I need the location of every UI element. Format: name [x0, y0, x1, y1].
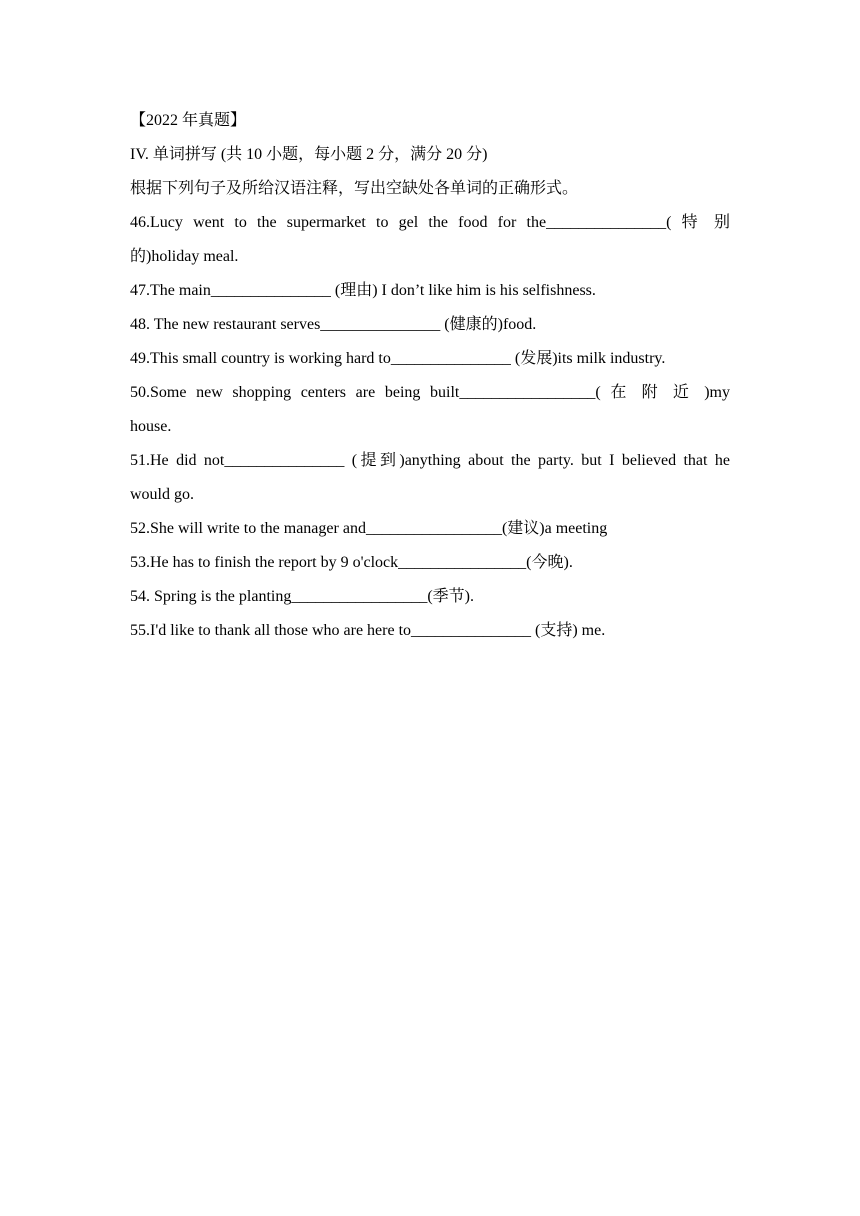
question-51-line-1: 51.He did not_______________ (提到)anything about the party. but I believed that he — [130, 452, 730, 469]
question-55: 55.I'd like to thank all those who are here to_______________ (支持) me. — [130, 622, 606, 639]
question-52: 52.She will write to the manager and_________________(建议)a meeting — [130, 520, 608, 537]
question-53: 53.He has to finish the report by 9 o'clock________________(今晚). — [130, 554, 573, 571]
document-page — [130, 104, 730, 648]
question-50-line-2: house. — [130, 418, 172, 435]
question-49: 49.This small country is working hard to_______________ (发展)its milk industry. — [130, 350, 666, 367]
section-title: 【2022 年真题】 — [130, 112, 247, 129]
question-46-line-1: 46.Lucy went to the supermarket to gel the food for the_______________( 特 别 — [130, 214, 730, 231]
question-51-line-2: would go. — [130, 486, 194, 503]
question-50-line-1: 50.Some new shopping centers are being built_________________( 在 附 近 )my — [130, 384, 730, 401]
question-46-line-2: 的)holiday meal. — [130, 248, 239, 265]
instructions: 根据下列句子及所给汉语注释，写出空缺处各单词的正确形式。 — [130, 180, 579, 197]
question-54: 54. Spring is the planting_________________(季节). — [130, 588, 474, 605]
question-48: 48. The new restaurant serves_______________ (健康的)food. — [130, 316, 537, 333]
question-47: 47.The main_______________ (理由) I don’t like him is his selfishness. — [130, 282, 596, 299]
part-heading: IV. 单词拼写 (共 10 小题，每小题 2 分，满分 20 分) — [130, 146, 488, 163]
